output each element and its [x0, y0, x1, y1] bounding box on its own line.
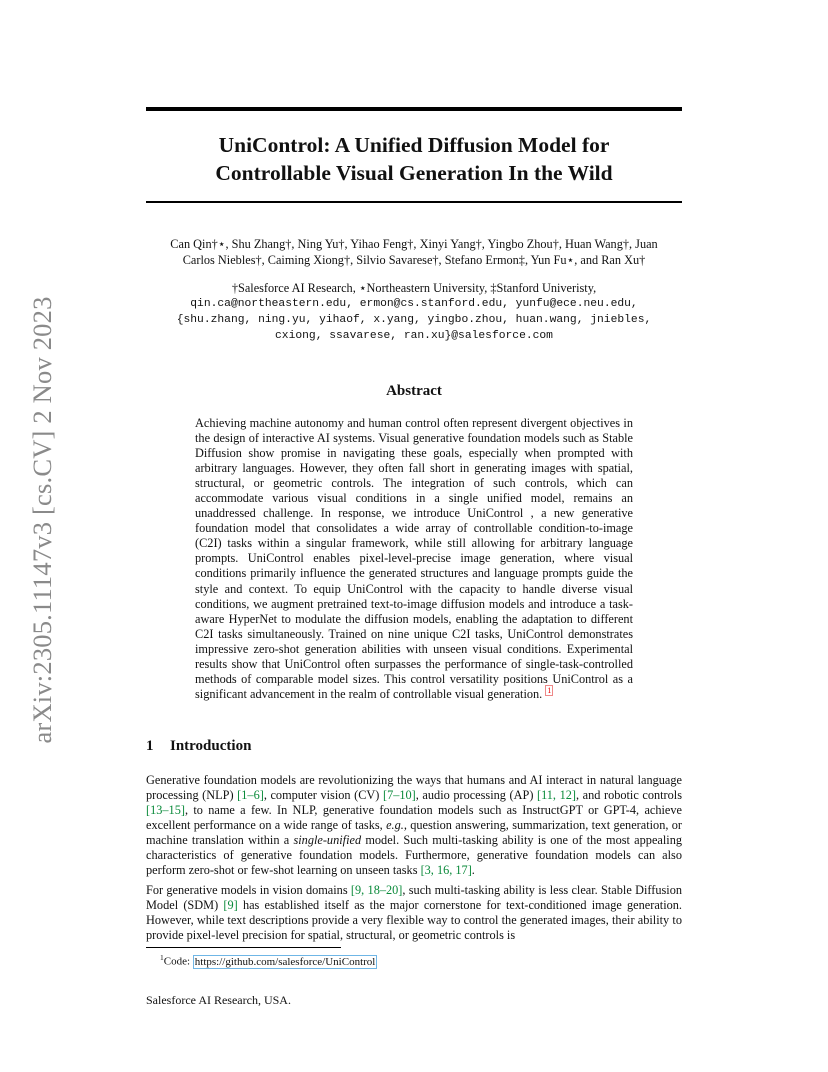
footnote-link[interactable]: 1	[547, 685, 552, 695]
text-run: .	[471, 863, 475, 878]
authors-line-1: Can Qin†⋆, Shu Zhang†, Ning Yu†, Yihao Feng†, Xinyi Yang†, Yingbo Zhou†, Huan Wang†, Juan	[170, 237, 658, 251]
authors-line-2: Carlos Niebles†, Caiming Xiong†, Silvio Savarese†, Stefano Ermon‡, Yun Fu⋆, and Ran Xu†	[182, 253, 646, 267]
footnote-label: Code:	[163, 955, 193, 968]
email-line-1: qin.ca@northeastern.edu, ermon@cs.stanford.edu, yunfu@ece.neu.edu,	[190, 298, 638, 310]
email-line-3: cxiong, ssavarese, ran.xu}@salesforce.com	[275, 330, 553, 342]
title-line-1: UniControl: A Unified Diffusion Model for	[218, 133, 610, 157]
author-list	[140, 236, 688, 268]
text-run: For generative models in vision domains	[146, 883, 351, 897]
section-title: Introduction	[170, 738, 252, 754]
text-run: , and robotic controls	[575, 788, 682, 803]
citation-link[interactable]: [1–6]	[237, 788, 264, 803]
title-line-2: Controllable Visual Generation In the Wild	[215, 161, 613, 185]
text-run: , audio processing (AP)	[415, 788, 537, 803]
arxiv-identifier[interactable]: arXiv:2305.11147v3 [cs.CV] 2 Nov 2023	[27, 296, 57, 744]
email-line-2: {shu.zhang, ning.yu, yihaof, x.yang, yingbo.zhou, huan.wang, jniebles,	[176, 314, 652, 326]
page-footer: Salesforce AI Research, USA.	[146, 993, 291, 1007]
text-run: Generative foundation models are revolutionizing the ways that humans and AI interact in natural language processing (NLP)	[146, 773, 682, 803]
section-heading-introduction	[146, 738, 251, 755]
title-bottom-rule	[146, 201, 682, 203]
intro-paragraph-1	[146, 773, 682, 878]
affiliation-line: †Salesforce AI Research, ⋆Northeastern University, ‡Stanford Univeristy,	[231, 281, 597, 295]
text-run: , computer vision (CV)	[263, 788, 383, 803]
emphasis-text: single-unified	[293, 833, 362, 848]
citation-link[interactable]: [9, 18–20]	[350, 883, 403, 897]
abstract-text: Achieving machine autonomy and human control often represent divergent objectives in the design of interactive AI systems. Visual generative foundation models such as Stable Diffusion show promise in navigating these goals, especially when prompted with arbitrary languages. However, they often fall short in generating images with spatial, structural, or geometric controls. The integration of such controls, which can accommodate various visual conditions in a single unified model, remains an unaddressed challenge. In response, we introduce UniControl , a new generative foundation model that consolidates a wide array of controllable condition-to-image (C2I) tasks within a singular framework, while still allowing for arbitrary language prompts. UniControl enables pixel-level-precise image generation, where visual conditions primarily influence the generated structures and language prompts guide the style and context. To equip UniControl with the capacity to handle diverse visual conditions, we augment pretrained text-to-image diffusion models and introduce a task-aware HyperNet to modulate the diffusion models, enabling the adaptation to different C2I tasks simultaneously. Trained on nine unique C2I tasks, UniControl demonstrates impressive zero-shot generation abilities with unseen visual conditions. Experimental results show that UniControl often surpasses the performance of single-task-controlled methods of comparable model sizes. This control versatility positions UniControl as a significant advancement in the realm of controllable visual generation.	[195, 416, 633, 701]
footnote-mark: 1	[160, 953, 164, 962]
section-number: 1	[146, 738, 154, 754]
footnote	[160, 953, 377, 968]
affiliations	[140, 280, 688, 344]
citation-link[interactable]: [13–15]	[146, 803, 185, 818]
text-run: , to name a few. In NLP, generative foundation models such as InstructGPT or GPT-4, achieve excellent performance on a wide range of tasks,	[146, 803, 682, 833]
paper-title	[146, 131, 682, 187]
text-run: question answering, summarization, text generation, or machine translation within a	[146, 818, 682, 848]
code-url-link[interactable]: https://github.com/salesforce/UniControl	[194, 955, 376, 968]
intro-paragraph-2	[146, 883, 682, 943]
abstract-heading: Abstract	[386, 383, 442, 399]
text-run: , such multi-tasking ability is less clear. Stable Diffusion Model (SDM)	[146, 883, 682, 913]
text-run: has established itself as the major cornerstone for text-conditioned image generation. However, while text descriptions provide a very flexible way to control the generated images, their ability to provide pixel-level precision for spatial, structural, or geometric controls is	[146, 898, 682, 943]
footnote-rule	[146, 947, 341, 948]
abstract-body	[195, 416, 633, 702]
title-top-rule	[146, 107, 682, 111]
citation-link[interactable]: [7–10]	[382, 788, 416, 803]
citation-link[interactable]: [11, 12]	[537, 788, 576, 803]
citation-link[interactable]: [9]	[223, 898, 238, 913]
citation-link[interactable]: [3, 16, 17]	[420, 863, 472, 878]
emphasis-text: e.g.,	[386, 818, 407, 833]
text-run: model. Such multi-tasking ability is one of the most appealing characteristics of generative foundation models. Furthermore, generative foundation models can also perform zero-shot or few-shot learning on unseen tasks	[146, 833, 682, 878]
